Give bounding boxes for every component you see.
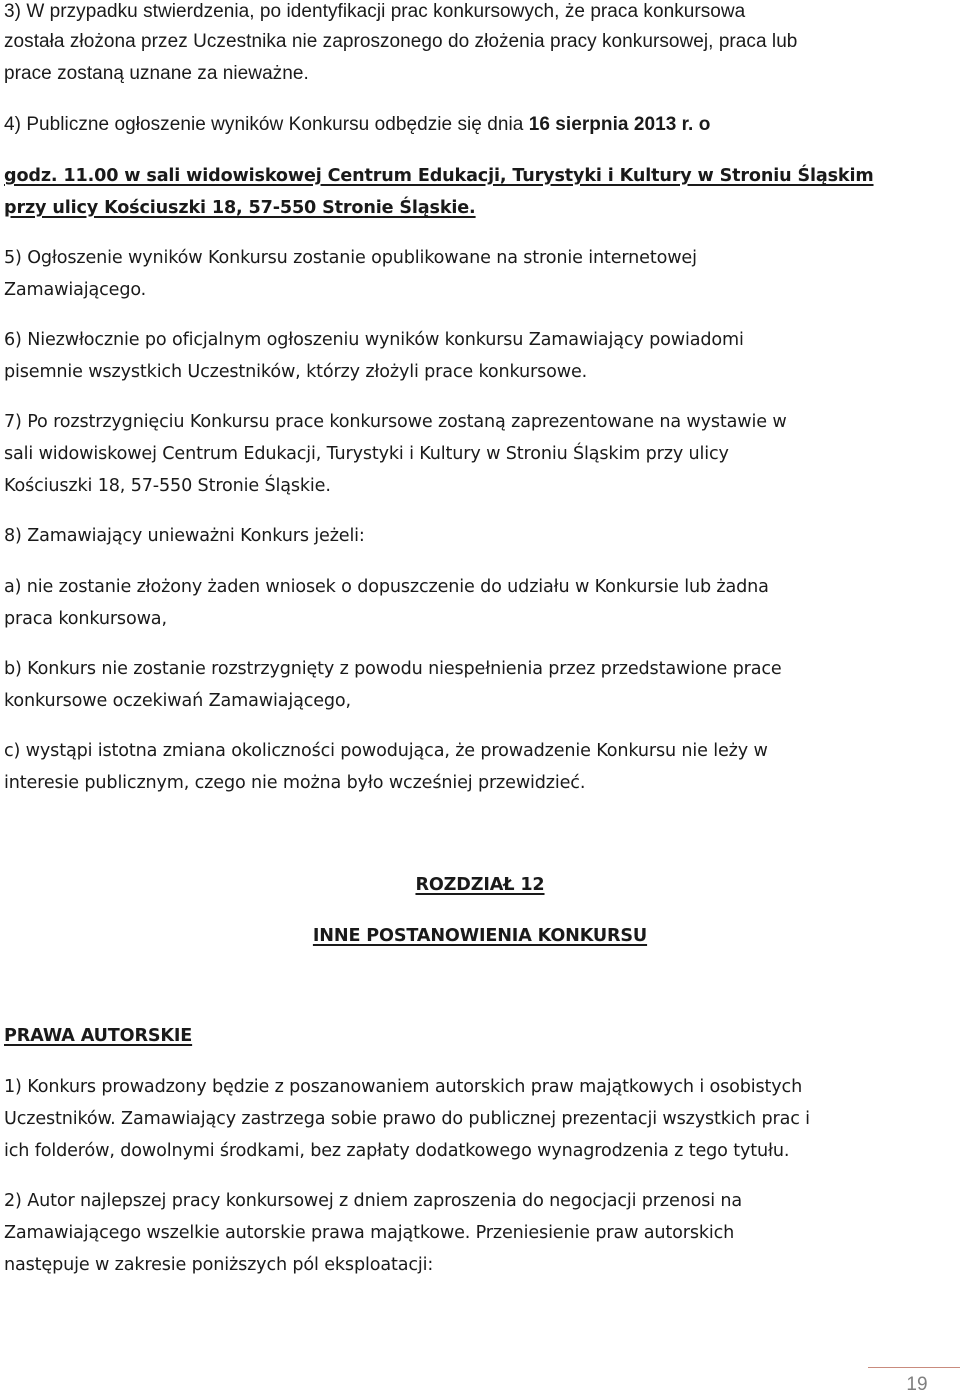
- chapter-heading: ROZDZIAŁ 12: [415, 875, 545, 895]
- paragraph-line: Kościuszki 18, 57-550 Stronie Śląskie.: [4, 476, 331, 496]
- announcement-date-prefix: 4) Publiczne ogłoszenie wyników Konkursu odbędzie się dnia: [4, 114, 529, 135]
- condition-b-line: b) Konkurs nie zostanie rozstrzygnięty z powodu niespełnienia przez przedstawione prace: [4, 659, 782, 679]
- chapter-subheading: INNE POSTANOWIENIA KONKURSU: [312, 926, 648, 946]
- announcement-address-line: przy ulicy Kościuszki 18, 57-550 Stronie Śląskie.: [4, 198, 476, 218]
- condition-c-line: c) wystąpi istotna zmiana okoliczności powodująca, że prowadzenie Konkursu nie leży w: [4, 741, 768, 761]
- copyright-paragraph-1-line: ich folderów, dowolnymi środkami, bez zapłaty dodatkowego wynagrodzenia z tego tytułu.: [4, 1141, 790, 1161]
- paragraph-line: sali widowiskowej Centrum Edukacji, Turystyki i Kultury w Stroniu Śląskim przy ulicy: [4, 444, 729, 464]
- page-number-rule: [868, 1367, 960, 1368]
- condition-c-line: interesie publicznym, czego nie można było wcześniej przewidzieć.: [4, 773, 586, 793]
- copyright-paragraph-1-line: 1) Konkurs prowadzony będzie z poszanowaniem autorskich praw majątkowych i osobistych: [4, 1077, 803, 1097]
- condition-a-line: a) nie zostanie złożony żaden wniosek o dopuszczenie do udziału w Konkursie lub żadna: [4, 577, 769, 597]
- condition-a-line: praca konkursowa,: [4, 609, 167, 629]
- paragraph-line: 5) Ogłoszenie wyników Konkursu zostanie opublikowane na stronie internetowej: [4, 248, 697, 268]
- announcement-date-emphasis: 16 sierpnia 2013 r. o: [528, 114, 711, 135]
- copyright-paragraph-2-line: 2) Autor najlepszej pracy konkursowej z dniem zaproszenia do negocjacji przenosi na: [4, 1191, 743, 1211]
- paragraph-line: 3) W przypadku stwierdzenia, po identyfikacji prac konkursowych, że praca konkursowa: [4, 1, 746, 22]
- page-number: 19: [906, 1374, 928, 1395]
- paragraph-line: pisemnie wszystkich Uczestników, którzy złożyli prace konkursowe.: [4, 362, 588, 382]
- paragraph-line: 6) Niezwłocznie po oficjalnym ogłoszeniu wyników konkursu Zamawiający powiadomi: [4, 330, 744, 350]
- paragraph-line: Zamawiającego.: [4, 280, 147, 300]
- paragraph-line: została złożona przez Uczestnika nie zaproszonego do złożenia pracy konkursowej, praca lub: [4, 31, 798, 52]
- condition-b-line: konkursowe oczekiwań Zamawiającego,: [4, 691, 351, 711]
- copyright-paragraph-1-line: Uczestników. Zamawiający zastrzega sobie prawo do publicznej prezentacji wszystkich prac i: [4, 1109, 810, 1129]
- copyright-heading: PRAWA AUTORSKIE: [4, 1026, 193, 1046]
- paragraph-4-first-line: [4, 113, 710, 137]
- paragraph-8-intro: 8) Zamawiający unieważni Konkurs jeżeli:: [4, 526, 365, 546]
- copyright-paragraph-2-line: Zamawiającego wszelkie autorskie prawa majątkowe. Przeniesienie praw autorskich: [4, 1223, 735, 1243]
- paragraph-line: 7) Po rozstrzygnięciu Konkursu prace konkursowe zostaną zaprezentowane na wystawie w: [4, 412, 787, 432]
- paragraph-line: prace zostaną uznane za nieważne.: [4, 63, 309, 84]
- announcement-location-line: godz. 11.00 w sali widowiskowej Centrum Edukacji, Turystyki i Kultury w Stroniu Śląskim: [4, 166, 874, 186]
- copyright-paragraph-2-line: następuje w zakresie poniższych pól eksploatacji:: [4, 1255, 434, 1275]
